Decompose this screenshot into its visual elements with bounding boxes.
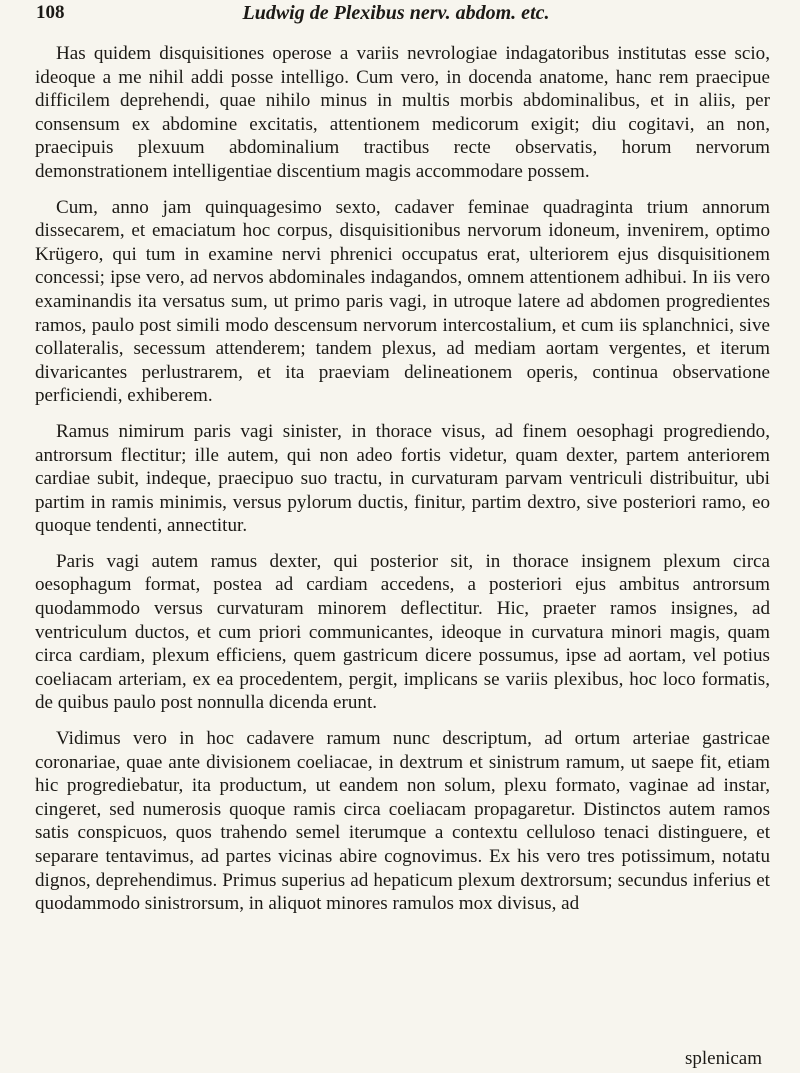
page-header xyxy=(36,2,756,30)
running-title: Ludwig de Plexibus nerv. abdom. etc. xyxy=(242,2,550,24)
paragraph: Vidimus vero in hoc cadavere ramum nunc descriptum, ad ortum arteriae gastricae coronariae, quae ante divisionem coeliacae, in dextrum et sinistrum ramum, ut saepe fit, etiam hic progrediebatur, ita productum, ut eandem non solum, plexu formato, vaginae ad instar, cingeret, sed numerosis quoque ramis circa coeliacam propagaretur. Distinctos autem ramos satis conspicuos, quos trahendo semel iterumque a contextu celluloso tenaci distinguere, et separare tentavimus, ad partes vicinas abire cognovimus. Ex his vero tres potissimum, notatu dignos, deprehendimus. Primus superius ad hepaticum plexum dextrorsum; secundus inferius et quodammodo sinistrorsum, in aliquot minores ramulos mox divisus, ad xyxy=(35,728,770,915)
paragraph: Cum, anno jam quinquagesimo sexto, cadaver feminae quadraginta trium annorum dissecarem, et emaciatum hoc corpus, disquisitionibus nervorum idoneum, invenirem, optimo Krügero, qui tum in examine nervi phrenici occupatus erat, ulteriorem ejus disquisitionem concessi; ipse vero, ad nervos abdominales indagandos, omnem attentionem adhibui. In iis vero examinandis ita versatus sum, ut primo paris vagi, in utroque latere ad abdomen progredientes ramos, paulo post simili modo descensum nervorum intercostalium, et cum iis splanchnici, sive collateralis, secessum attenderem; tandem plexus, ad mediam aortam vergentes, et iterum divaricantes perlustrarem, et ita praeviam delineationem operis, continua observatione perficiendi, exhiberem. xyxy=(35,196,770,407)
paragraph: Ramus nimirum paris vagi sinister, in thorace visus, ad finem oesophagi progrediendo, antrorsum flectitur; ille autem, qui non adeo fortis videtur, quam dexter, partem anteriorem cardiae subit, indeque, praecipuo suo tractu, in curvaturam parvam ventriculi distribuitur, ubi partim in ramis minimis, versus pylorum ductis, finitur, partim dextro, sive posteriori ramo, eo quoque tendenti, annectitur. xyxy=(35,420,770,537)
paragraph: Has quidem disquisitiones operose a variis nevrologiae indagatoribus institutas esse scio, ideoque a me nihil addi posse intelligo. Cum vero, in docenda anatome, hanc rem praecipue difficilem deprehendi, quae nihilo minus in multis morbis abdominalibus, et in aliis, per consensum ex abdomine excitatis, attentionem medicorum exigit; diu cogitavi, an non, praecipuis plexuum abdominalium tractibus recte observatis, horum nervorum demonstrationem intelligentiae discentium magis accommodare possem. xyxy=(35,43,770,182)
catchword: splenicam xyxy=(684,1048,762,1069)
body-text xyxy=(35,42,770,916)
paragraph: Paris vagi autem ramus dexter, qui posterior sit, in thorace insignem plexum circa oesophagum format, postea ad cardiam accedens, a posteriori ejus ambitus antrorsum quodammodo versus curvaturam minorem deflectitur. Hic, praeter ramos insignes, ad ventriculum ductos, et cum priori communicantes, ideoque in curvatura minori magis, quam circa cardiam, plexum efficiens, quem gastricum dicere possumus, ipse ad aortam, vel potius coeliacam arteriam, ex ea procedentem, pergit, implicans se variis plexibus, hoc loco formatis, de quibus paulo post nonnulla dicenda erunt. xyxy=(35,550,770,714)
page-number: 108 xyxy=(36,2,65,23)
